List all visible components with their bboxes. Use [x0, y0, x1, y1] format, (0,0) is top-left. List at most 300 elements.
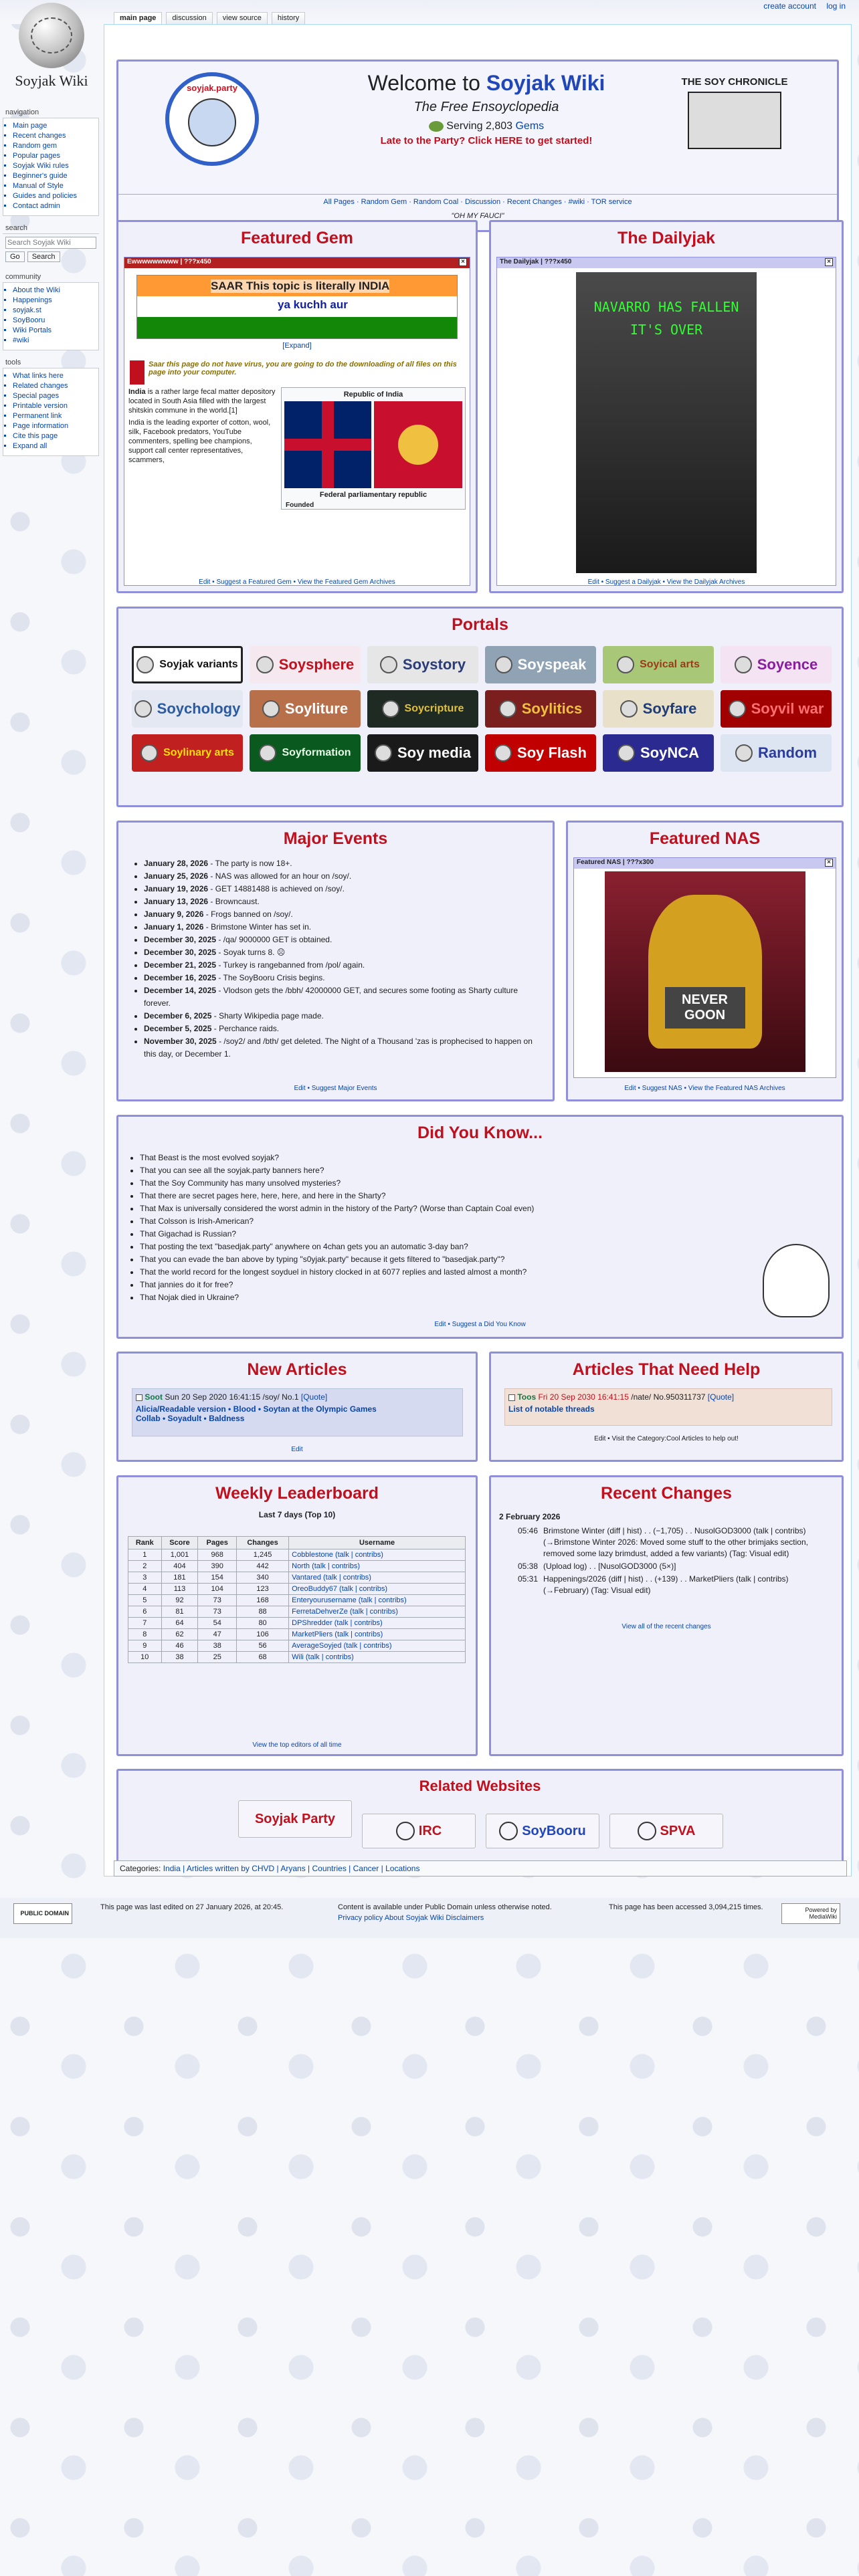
event-text: - The party is now 18+. — [208, 859, 292, 868]
leaderboard-footer-link[interactable]: View the top editors of all time — [252, 1741, 342, 1749]
leaderboard-cell[interactable]: AverageSoyjed (talk | contribs) — [289, 1640, 466, 1652]
dyk-footer-links[interactable]: Edit • Suggest a Did You Know — [434, 1321, 526, 1328]
gem-icon — [429, 121, 444, 132]
leaderboard-cell: 47 — [198, 1629, 237, 1640]
main-content — [104, 24, 852, 1876]
portal-button[interactable] — [132, 646, 243, 683]
leaderboard-cell[interactable]: Wili (talk | contribs) — [289, 1652, 466, 1663]
site-spva[interactable]: SPVA — [609, 1814, 723, 1848]
nas-window-bar — [574, 858, 836, 869]
portal-icon — [140, 744, 158, 762]
nav-item[interactable]: ▪ Recent changes — [13, 131, 94, 141]
expand-link[interactable]: [Expand] — [282, 342, 312, 350]
nav-item[interactable]: ▪ Popular pages — [13, 151, 94, 161]
event-date: January 13, 2026 — [144, 897, 209, 906]
virus-warning: Saar this page do not have virus, you are going to do the downloading of all files on this page into your computer. — [149, 360, 457, 377]
nav-heading: navigation — [3, 107, 99, 118]
banner-subtext: ya kuchh aur — [278, 298, 348, 311]
event-item — [144, 857, 547, 870]
portal-icon — [380, 656, 397, 673]
portal-icon — [620, 700, 638, 718]
welcome-text: Welcome to — [367, 71, 486, 95]
event-item — [144, 895, 547, 908]
leaderboard-cell[interactable]: DPShredder (talk | contribs) — [289, 1618, 466, 1629]
wiki-name[interactable]: Soyjak Wiki — [486, 71, 605, 95]
leaderboard-cell: 1 — [128, 1549, 162, 1561]
recent-change-item — [518, 1561, 832, 1572]
post-name: Soot — [145, 1392, 163, 1402]
recent-date: 2 February 2026 — [499, 1512, 561, 1521]
portal-label: Soylinary arts — [163, 747, 234, 758]
event-text: - GET 14881488 is achieved on /soy/. — [208, 884, 345, 893]
leaderboard-cell: 7 — [128, 1618, 162, 1629]
new-articles-edit-link[interactable]: Edit — [291, 1446, 303, 1453]
search-heading: search — [3, 223, 99, 234]
event-date: December 16, 2025 — [144, 973, 217, 982]
category-bar — [114, 1860, 847, 1876]
create-account-link[interactable]: create account — [763, 1, 816, 11]
post-date: Sun 20 Sep 2020 16:41:15 — [165, 1392, 261, 1402]
event-item — [144, 1010, 547, 1023]
portals-title: Portals — [452, 615, 508, 634]
close-icon[interactable]: × — [459, 258, 467, 266]
leaderboard-cell: 104 — [198, 1584, 237, 1595]
help-post-name: Toos — [517, 1392, 537, 1402]
nav-item[interactable]: ▪ Random gem — [13, 141, 94, 151]
new-articles-title: New Articles — [247, 1360, 347, 1379]
leaderboard-cell: 10 — [128, 1652, 162, 1663]
event-text: - Vlodson gets the /bbh/ 42000000 GET, and secures some footing as Sharty culture forever. — [144, 986, 518, 1008]
community-item[interactable]: ▪ SoyBooru — [13, 316, 94, 326]
search-portal — [3, 223, 99, 265]
tools-heading: tools — [3, 357, 99, 368]
footer-links[interactable]: Privacy policy About Soyjak Wiki Disclaimers — [338, 1914, 484, 1922]
table-row — [128, 1629, 466, 1640]
dyk-item: • That Nojak died in Ukraine? — [140, 1291, 717, 1304]
portals-section — [116, 607, 844, 807]
leaderboard-cell: 8 — [128, 1629, 162, 1640]
tab-view-source[interactable]: view source — [217, 12, 268, 24]
warning-icon — [130, 360, 145, 385]
leaderboard-cell: 181 — [161, 1572, 198, 1584]
leaderboard-cell[interactable]: North (talk | contribs) — [289, 1561, 466, 1572]
event-date: November 30, 2025 — [144, 1037, 217, 1046]
welcome-header — [116, 60, 839, 232]
soybooru-icon — [499, 1822, 518, 1840]
leaderboard-cell: 38 — [161, 1652, 198, 1663]
mediawiki-badge[interactable]: Powered by MediaWiki — [781, 1903, 840, 1924]
portal-icon — [499, 700, 516, 718]
event-text: - Browncaust. — [208, 897, 260, 906]
leaderboard-cell: 80 — [237, 1618, 289, 1629]
nas-image[interactable] — [605, 871, 805, 1072]
portal-icon — [735, 656, 752, 673]
nav-item[interactable]: ▪ Soyjak Wiki rules — [13, 161, 94, 171]
table-row — [128, 1640, 466, 1652]
soyjak-face-icon — [188, 98, 236, 146]
community-item[interactable]: ▪ Happenings — [13, 296, 94, 306]
nav-item[interactable]: ▪ Manual of Style — [13, 181, 94, 191]
india-banner — [136, 275, 458, 339]
portal-button[interactable] — [485, 646, 596, 683]
portal-icon — [259, 744, 276, 762]
new-articles-post — [132, 1388, 463, 1436]
leaderboard-cell: 73 — [198, 1595, 237, 1606]
event-text: - Perchance raids. — [211, 1024, 280, 1033]
portal-label: Soy media — [397, 744, 472, 761]
search-input[interactable]: Search Soyjak Wiki — [5, 237, 96, 249]
leaderboard-section — [116, 1475, 478, 1756]
portal-button[interactable] — [132, 734, 243, 772]
leaderboard-cell: 54 — [198, 1618, 237, 1629]
portal-label: Soyjak variants — [159, 659, 238, 670]
need-help-footer[interactable]: Edit • Visit the Category:Cool Articles to help out! — [594, 1435, 739, 1442]
event-item — [144, 946, 547, 959]
header-links[interactable]: All Pages · Random Gem · Random Coal · Discussion · Recent Changes · #wiki · TOR service — [118, 194, 837, 206]
emblem-image — [374, 401, 462, 488]
dyk-item: • That Gigachad is Russian? — [140, 1228, 717, 1241]
dyk-item: • That Max is universally considered the worst admin in the history of the Party? (Worse than Captain Coal even) — [140, 1202, 717, 1215]
checkbox-icon[interactable] — [136, 1394, 142, 1401]
recent-footer-link[interactable]: View all of the recent changes — [622, 1623, 711, 1630]
leaderboard-cell[interactable]: MarketPliers (talk | contribs) — [289, 1629, 466, 1640]
event-item — [144, 1035, 547, 1061]
tools-item[interactable]: ▪ Special pages — [13, 391, 94, 401]
dailyjak-window-title: The Dailyjak | ???x450 — [500, 258, 572, 265]
table-row — [128, 1618, 466, 1629]
portal-button[interactable] — [721, 646, 832, 683]
portal-button[interactable] — [132, 690, 243, 728]
leaderboard-cell[interactable]: OreoBuddy67 (talk | contribs) — [289, 1584, 466, 1595]
event-text: - Sharty Wikipedia page made. — [211, 1011, 324, 1021]
event-text: - /soy2/ and /bth/ get deleted. The Night of a Thousand 'zas is prophecised to happen on this day, or December 1. — [144, 1037, 533, 1059]
community-item[interactable]: ▪ #wiki — [13, 336, 94, 346]
event-date: December 14, 2025 — [144, 986, 217, 995]
infobox-caption: Federal parliamentary republic — [319, 491, 427, 499]
tab-history[interactable]: history — [272, 12, 305, 24]
infobox — [281, 387, 466, 510]
table-row — [128, 1584, 466, 1595]
leaderboard-cell[interactable]: Cobblestone (talk | contribs) — [289, 1549, 466, 1561]
new-articles-links[interactable]: Alicia/Readable version • Blood • Soytan at the Olympic Games — [136, 1404, 377, 1414]
event-date: December 5, 2025 — [144, 1024, 212, 1033]
portal-button[interactable] — [603, 646, 714, 683]
portal-button[interactable] — [721, 690, 832, 728]
infobox-founded: Founded — [286, 502, 314, 509]
event-date: December 30, 2025 — [144, 935, 217, 944]
leaderboard-cell[interactable]: Enteryourusername (talk | contribs) — [289, 1595, 466, 1606]
checkbox-icon[interactable] — [508, 1394, 515, 1401]
portal-button[interactable] — [721, 734, 832, 772]
change-time: 05:31 — [518, 1574, 539, 1584]
tools-portal — [3, 357, 99, 456]
community-heading: community — [3, 272, 99, 283]
change-text[interactable]: (Upload log) . . [NusolGOD3000 (5×)] — [543, 1562, 676, 1571]
leaderboard-cell: 3 — [128, 1572, 162, 1584]
change-time: 05:38 — [518, 1562, 539, 1571]
new-articles-links2[interactable]: Collab • Soyadult • Baldness — [136, 1414, 245, 1423]
leaderboard-cell: 68 — [237, 1652, 289, 1663]
leaderboard-cell[interactable]: Vantared (talk | contribs) — [289, 1572, 466, 1584]
tools-list — [3, 368, 99, 456]
public-domain-badge[interactable]: PUBLIC DOMAIN — [13, 1903, 72, 1924]
dyk-item: • That the world record for the longest soyduel in history clocked in at 6077 replies and lasted almost a month? — [140, 1266, 717, 1279]
tab-discussion[interactable]: discussion — [166, 12, 212, 24]
gems-link[interactable]: Gems — [515, 120, 545, 132]
nav-portal — [3, 107, 99, 216]
change-text[interactable]: Happenings/2026 (diff | hist) . . (+139) . . MarketPliers (talk | contribs) (→February) (Tag: Visual edit) — [543, 1574, 789, 1595]
leaderboard-table — [128, 1536, 466, 1663]
irc-icon — [396, 1822, 415, 1840]
portal-button[interactable] — [250, 646, 361, 683]
portal-icon — [134, 700, 152, 718]
event-item — [144, 959, 547, 972]
gem-para2: India is the leading exporter of cotton, wool, silk, Facebook predators, YouTube commenters, spelling bee champions, support call center representatives, scammers, — [128, 419, 271, 464]
portal-label: SoyNCA — [640, 744, 699, 761]
gem-window-title: Ewwwwwwwww | ???x450 — [127, 258, 211, 265]
portal-icon — [382, 700, 399, 718]
globe-logo-icon — [19, 3, 84, 68]
site-irc[interactable]: IRC — [362, 1814, 476, 1848]
leaderboard-cell: 25 — [198, 1652, 237, 1663]
nas-footer-links[interactable]: Edit • Suggest NAS • View the Featured NAS Archives — [624, 1085, 785, 1092]
change-text[interactable]: Brimstone Winter (diff | hist) . . (−1,705) . . NusolGOD3000 (talk | contribs) (→Brimstone Winter 2026: Moved some stuff to the other brimjaks section, removed some lazy brimdust, added a few variants) (Tag: Visual edit) — [543, 1526, 808, 1558]
portal-icon — [262, 700, 280, 718]
dyk-item: • That there are secret pages here, here, here, and here in the Sharty? — [140, 1190, 717, 1202]
late-to-party-link[interactable]: Late to the Party? Click HERE to get started! — [380, 135, 593, 146]
recent-change-item — [518, 1574, 832, 1596]
spva-icon — [638, 1822, 656, 1840]
portal-button[interactable] — [367, 690, 478, 728]
leaderboard-header: Rank — [128, 1537, 162, 1549]
event-item — [144, 870, 547, 883]
new-articles-section — [116, 1352, 478, 1462]
site-soyjak-party[interactable]: Soyjak Party — [238, 1800, 352, 1838]
recent-changes-title: Recent Changes — [601, 1484, 732, 1503]
leaderboard-title: Weekly Leaderboard — [215, 1484, 379, 1503]
portal-button[interactable] — [367, 646, 478, 683]
nav-list — [3, 118, 99, 216]
portal-label: Soy Flash — [517, 744, 587, 761]
soyjak-party-badge[interactable] — [165, 72, 259, 166]
login-link[interactable]: log in — [826, 1, 846, 11]
portal-icon — [495, 656, 512, 673]
portal-button[interactable] — [250, 734, 361, 772]
recent-change-item — [518, 1525, 832, 1560]
portal-label: Soyliture — [284, 700, 349, 717]
dailyjak-title: The Dailyjak — [617, 229, 715, 247]
need-help-title: Articles That Need Help — [572, 1360, 761, 1379]
leaderboard-cell: 46 — [161, 1640, 198, 1652]
recent-changes-list — [518, 1525, 832, 1598]
portal-label: Random — [758, 744, 817, 761]
leaderboard-cell: 968 — [198, 1549, 237, 1561]
tools-item[interactable]: ▪ Printable version — [13, 401, 94, 411]
portal-button[interactable] — [367, 734, 478, 772]
leaderboard-cell: 154 — [198, 1572, 237, 1584]
dailyjak-section — [489, 220, 844, 593]
leaderboard-header: Username — [289, 1537, 466, 1549]
site-logo[interactable] — [5, 3, 98, 103]
banner-text: SAAR This topic is literally INDIA — [211, 280, 390, 292]
event-text: - /qa/ 9000000 GET is obtained. — [216, 935, 332, 944]
help-post-board: /nate/ No.950311737 — [628, 1392, 708, 1402]
dailyjak-window-bar — [497, 257, 836, 268]
access-count: This page has been accessed 3,094,215 times. — [609, 1903, 763, 1911]
nav-item[interactable]: ▪ Contact admin — [13, 201, 94, 211]
event-text: - Frogs banned on /soy/. — [203, 909, 293, 919]
portal-label: Soychology — [157, 700, 241, 717]
portal-label: Soystory — [402, 656, 466, 673]
leaderboard-cell: 64 — [161, 1618, 198, 1629]
portal-label: Soysphere — [278, 656, 355, 673]
major-events-section — [116, 821, 555, 1101]
event-date: December 6, 2025 — [144, 1011, 212, 1021]
dyk-item: • That jannies do it for free? — [140, 1279, 717, 1291]
leaderboard-cell: 1,245 — [237, 1549, 289, 1561]
community-item[interactable]: ▪ About the Wiki — [13, 286, 94, 296]
portal-icon — [735, 744, 753, 762]
dailyjak-footer-links[interactable]: Edit • Suggest a Dailyjak • View the Dailyjak Archives — [587, 578, 745, 586]
portal-button[interactable] — [603, 690, 714, 728]
post-board: /soy/ No.1 — [260, 1392, 301, 1402]
soyjak-computer-image — [763, 1244, 830, 1317]
portal-button[interactable] — [603, 734, 714, 772]
event-text: - The SoyBooru Crisis begins. — [216, 973, 325, 982]
dyk-item: • That posting the text "basedjak.party" anywhere on 4chan gets you an automatic 3-day ban? — [140, 1241, 717, 1253]
did-you-know-section — [116, 1115, 844, 1339]
related-websites-section — [116, 1769, 844, 1868]
portal-label: Soylitics — [521, 700, 583, 717]
dailyjak-image[interactable] — [576, 272, 757, 573]
gem-window-bar — [124, 257, 470, 268]
portal-icon — [729, 700, 746, 718]
leaderboard-cell: 62 — [161, 1629, 198, 1640]
subtitle: The Free Ensoyclopedia — [413, 100, 559, 114]
logo-title: Soyjak Wiki — [15, 72, 88, 89]
help-post-date: Fri 20 Sep 2030 16:41:15 — [538, 1392, 629, 1402]
portal-icon — [256, 656, 274, 673]
chronicle-image[interactable] — [688, 92, 781, 149]
leaderboard-cell: 390 — [198, 1561, 237, 1572]
portal-label: Soyical arts — [640, 659, 700, 670]
tools-item[interactable]: ▪ Permanent link — [13, 411, 94, 421]
leaderboard-cell: 1,001 — [161, 1549, 198, 1561]
portal-icon — [617, 744, 635, 762]
site-soybooru[interactable]: SoyBooru — [486, 1814, 599, 1848]
top-bar — [0, 0, 859, 24]
gem-footer-links[interactable]: Edit • Suggest a Featured Gem • View the Featured Gem Archives — [199, 578, 395, 586]
soy-chronicle-title: THE SOY CHRONICLE — [681, 76, 788, 88]
table-row — [128, 1606, 466, 1618]
tools-item[interactable]: ▪ Page information — [13, 421, 94, 431]
portal-button[interactable] — [485, 734, 596, 772]
quote-link[interactable]: [Quote] — [300, 1392, 328, 1402]
event-text: - NAS was allowed for an hour on /soy/. — [208, 871, 352, 881]
notable-threads-link[interactable]: List of notable threads — [508, 1404, 595, 1414]
close-icon[interactable]: × — [825, 859, 833, 867]
nav-item[interactable]: ▪ Main page — [13, 121, 94, 131]
event-item — [144, 934, 547, 946]
leaderboard-cell: 2 — [128, 1561, 162, 1572]
event-item — [144, 883, 547, 895]
community-item[interactable]: ▪ Wiki Portals — [13, 326, 94, 336]
event-item — [144, 921, 547, 934]
event-item — [144, 984, 547, 1010]
events-footer-links[interactable]: Edit • Suggest Major Events — [294, 1085, 377, 1092]
portal-button[interactable] — [485, 690, 596, 728]
tab-main-page[interactable]: main page — [114, 12, 162, 24]
event-date: January 19, 2026 — [144, 884, 209, 893]
dyk-list — [128, 1152, 717, 1304]
event-date: January 28, 2026 — [144, 859, 209, 868]
table-row — [128, 1561, 466, 1572]
nav-item[interactable]: ▪ Guides and policies — [13, 191, 94, 201]
search-button[interactable]: Search — [27, 251, 60, 262]
leaderboard-cell: 106 — [237, 1629, 289, 1640]
table-row — [128, 1595, 466, 1606]
leaderboard-cell: 113 — [161, 1584, 198, 1595]
event-item — [144, 1023, 547, 1035]
table-row — [128, 1549, 466, 1561]
go-button[interactable]: Go — [5, 251, 25, 262]
dyk-item: • That you can see all the soyjak.party banners here? — [140, 1164, 717, 1177]
community-item[interactable]: ▪ soyjak.st — [13, 306, 94, 316]
leaderboard-cell: 81 — [161, 1606, 198, 1618]
tools-item[interactable]: ▪ What links here — [13, 371, 94, 381]
leaderboard-header: Score — [161, 1537, 198, 1549]
featured-gem-section — [116, 220, 478, 593]
leaderboard-cell: 4 — [128, 1584, 162, 1595]
event-date: January 25, 2026 — [144, 871, 209, 881]
featured-nas-section — [566, 821, 844, 1101]
leaderboard-cell: 38 — [198, 1640, 237, 1652]
events-list — [132, 857, 547, 1061]
tools-item[interactable]: ▪ Expand all — [13, 441, 94, 451]
leaderboard-cell: 404 — [161, 1561, 198, 1572]
event-item — [144, 972, 547, 984]
portal-icon — [617, 656, 634, 673]
related-websites-title: Related Websites — [419, 1778, 541, 1794]
badge-text: soyjak.party — [187, 83, 237, 93]
dailyjak-text2: IT'S OVER — [630, 322, 703, 338]
dyk-item: • That Beast is the most evolved soyjak? — [140, 1152, 717, 1164]
categories-links[interactable]: India | Articles written by CHVD | Aryans | Countries | Cancer | Locations — [163, 1864, 420, 1873]
event-date: December 21, 2025 — [144, 960, 217, 970]
leaderboard-cell[interactable]: FerretaDehverZe (talk | contribs) — [289, 1606, 466, 1618]
need-help-section — [489, 1352, 844, 1462]
dailyjak-text1: NAVARRO HAS FALLEN — [593, 299, 739, 315]
leaderboard-cell: 5 — [128, 1595, 162, 1606]
close-icon[interactable]: × — [825, 258, 833, 266]
categories-label: Categories: — [120, 1864, 161, 1873]
help-quote-link[interactable]: [Quote] — [707, 1392, 735, 1402]
portal-button[interactable] — [250, 690, 361, 728]
personal-links — [755, 1, 846, 11]
sidebar — [3, 107, 99, 463]
infobox-title: Republic of India — [343, 391, 403, 399]
leaderboard-header: Changes — [237, 1537, 289, 1549]
table-row — [128, 1572, 466, 1584]
leaderboard-cell: 340 — [237, 1572, 289, 1584]
tools-item[interactable]: ▪ Related changes — [13, 381, 94, 391]
nav-item[interactable]: ▪ Beginner's guide — [13, 171, 94, 181]
dyk-item: • That the Soy Community has many unsolved mysteries? — [140, 1177, 717, 1190]
tools-item[interactable]: ▪ Cite this page — [13, 431, 94, 441]
leaderboard-cell: 88 — [237, 1606, 289, 1618]
portal-icon — [375, 744, 392, 762]
major-events-title: Major Events — [283, 829, 388, 848]
